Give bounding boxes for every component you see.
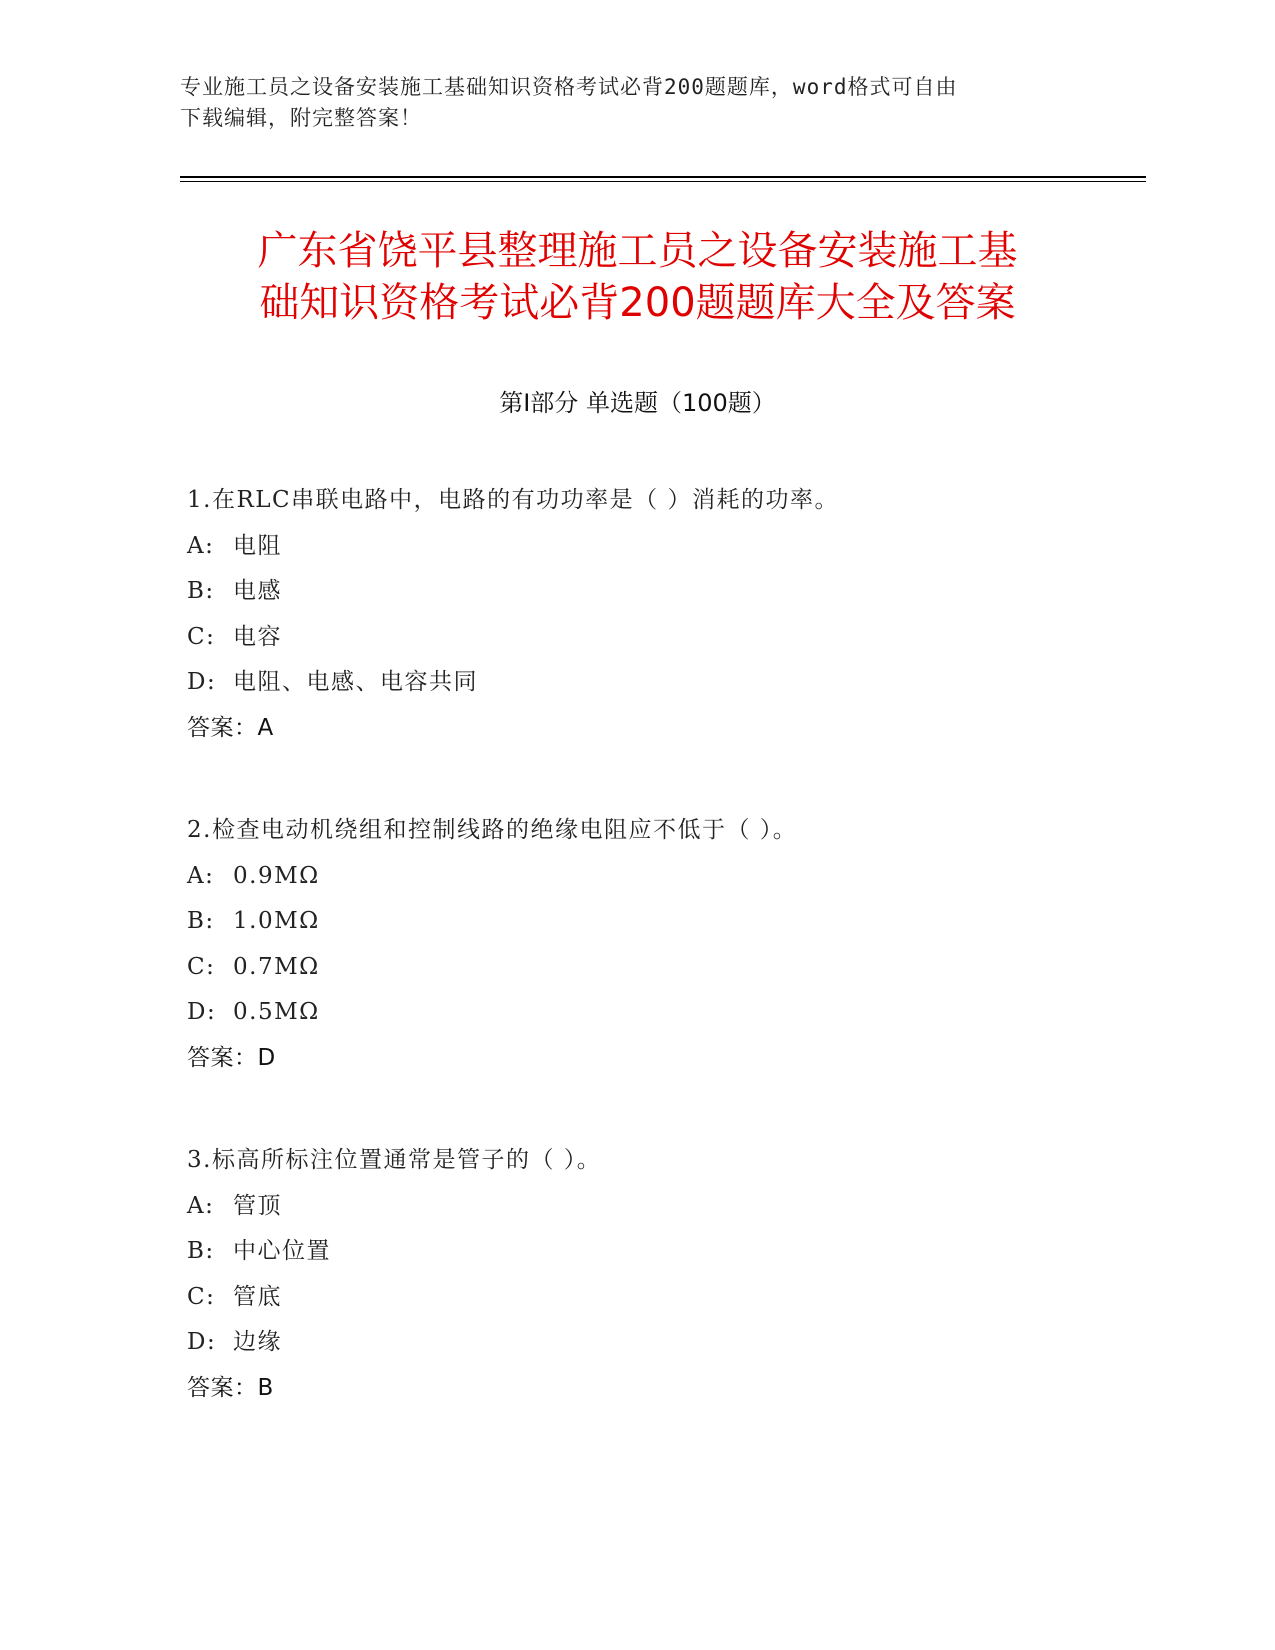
option-text: 1.0MΩ	[233, 908, 320, 934]
option-text: 0.9MΩ	[233, 862, 320, 889]
header-note-line-2: 下载编辑，附完整答案！	[180, 106, 422, 130]
document-title-line-1: 广东省饶平县整理施工员之设备安装施工基	[257, 228, 1018, 274]
question-item	[187, 1138, 1087, 1411]
header-rule-thin	[180, 181, 1146, 182]
question-item	[187, 808, 1087, 1081]
question-list	[187, 478, 1087, 1468]
option-c	[187, 1275, 1087, 1321]
option-b	[187, 1229, 1087, 1275]
option-text: 0.7MΩ	[233, 953, 320, 980]
option-b	[187, 899, 1087, 945]
document-title-line-2: 础知识资格考试必背200题题库大全及答案	[259, 280, 1016, 326]
option-c	[187, 615, 1087, 661]
option-letter: B:	[187, 578, 215, 604]
option-text: 电阻、电感、电容共同	[233, 669, 478, 695]
option-text: 管底	[233, 1283, 282, 1310]
option-letter: C:	[187, 623, 216, 650]
option-letter: D:	[187, 999, 217, 1025]
option-text: 中心位置	[233, 1238, 331, 1264]
option-d	[187, 990, 1087, 1036]
section-heading: 第Ⅰ部分 单选题（100题）	[499, 389, 776, 417]
question-stem: 2.检查电动机绕组和控制线路的绝缘电阻应不低于（ ）。	[187, 817, 798, 843]
option-d	[187, 660, 1087, 706]
option-letter: D:	[187, 669, 217, 695]
option-d	[187, 1320, 1087, 1366]
option-letter: D:	[187, 1329, 217, 1355]
option-a	[187, 524, 1087, 570]
question-stem: 1.在RLC串联电路中，电路的有功功率是（ ）消耗的功率。	[187, 487, 839, 513]
option-letter: A:	[187, 1192, 215, 1219]
option-letter: A:	[187, 532, 215, 559]
option-text: 管顶	[233, 1192, 282, 1219]
option-letter: B:	[187, 1238, 215, 1264]
option-letter: B:	[187, 908, 215, 934]
header-note	[180, 72, 1050, 134]
option-letter: A:	[187, 862, 215, 889]
answer-line: 答案：A	[187, 714, 274, 741]
option-text: 电感	[233, 578, 282, 604]
answer-line: 答案：B	[187, 1374, 274, 1401]
question-item	[187, 478, 1087, 751]
header-note-line-1: 专业施工员之设备安装施工基础知识资格考试必背200题题库，word格式可自由	[180, 75, 958, 99]
option-text: 电阻	[233, 532, 282, 559]
option-c	[187, 945, 1087, 991]
question-stem: 3.标高所标注位置通常是管子的（ ）。	[187, 1147, 602, 1173]
option-a	[187, 854, 1087, 900]
option-a	[187, 1184, 1087, 1230]
header-rule-thick	[180, 176, 1146, 178]
option-b	[187, 569, 1087, 615]
option-letter: C:	[187, 1283, 216, 1310]
option-text: 边缘	[233, 1329, 282, 1355]
option-text: 电容	[233, 623, 282, 650]
option-text: 0.5MΩ	[233, 999, 320, 1025]
option-letter: C:	[187, 953, 216, 980]
answer-line: 答案：D	[187, 1044, 276, 1071]
document-title	[160, 225, 1115, 329]
